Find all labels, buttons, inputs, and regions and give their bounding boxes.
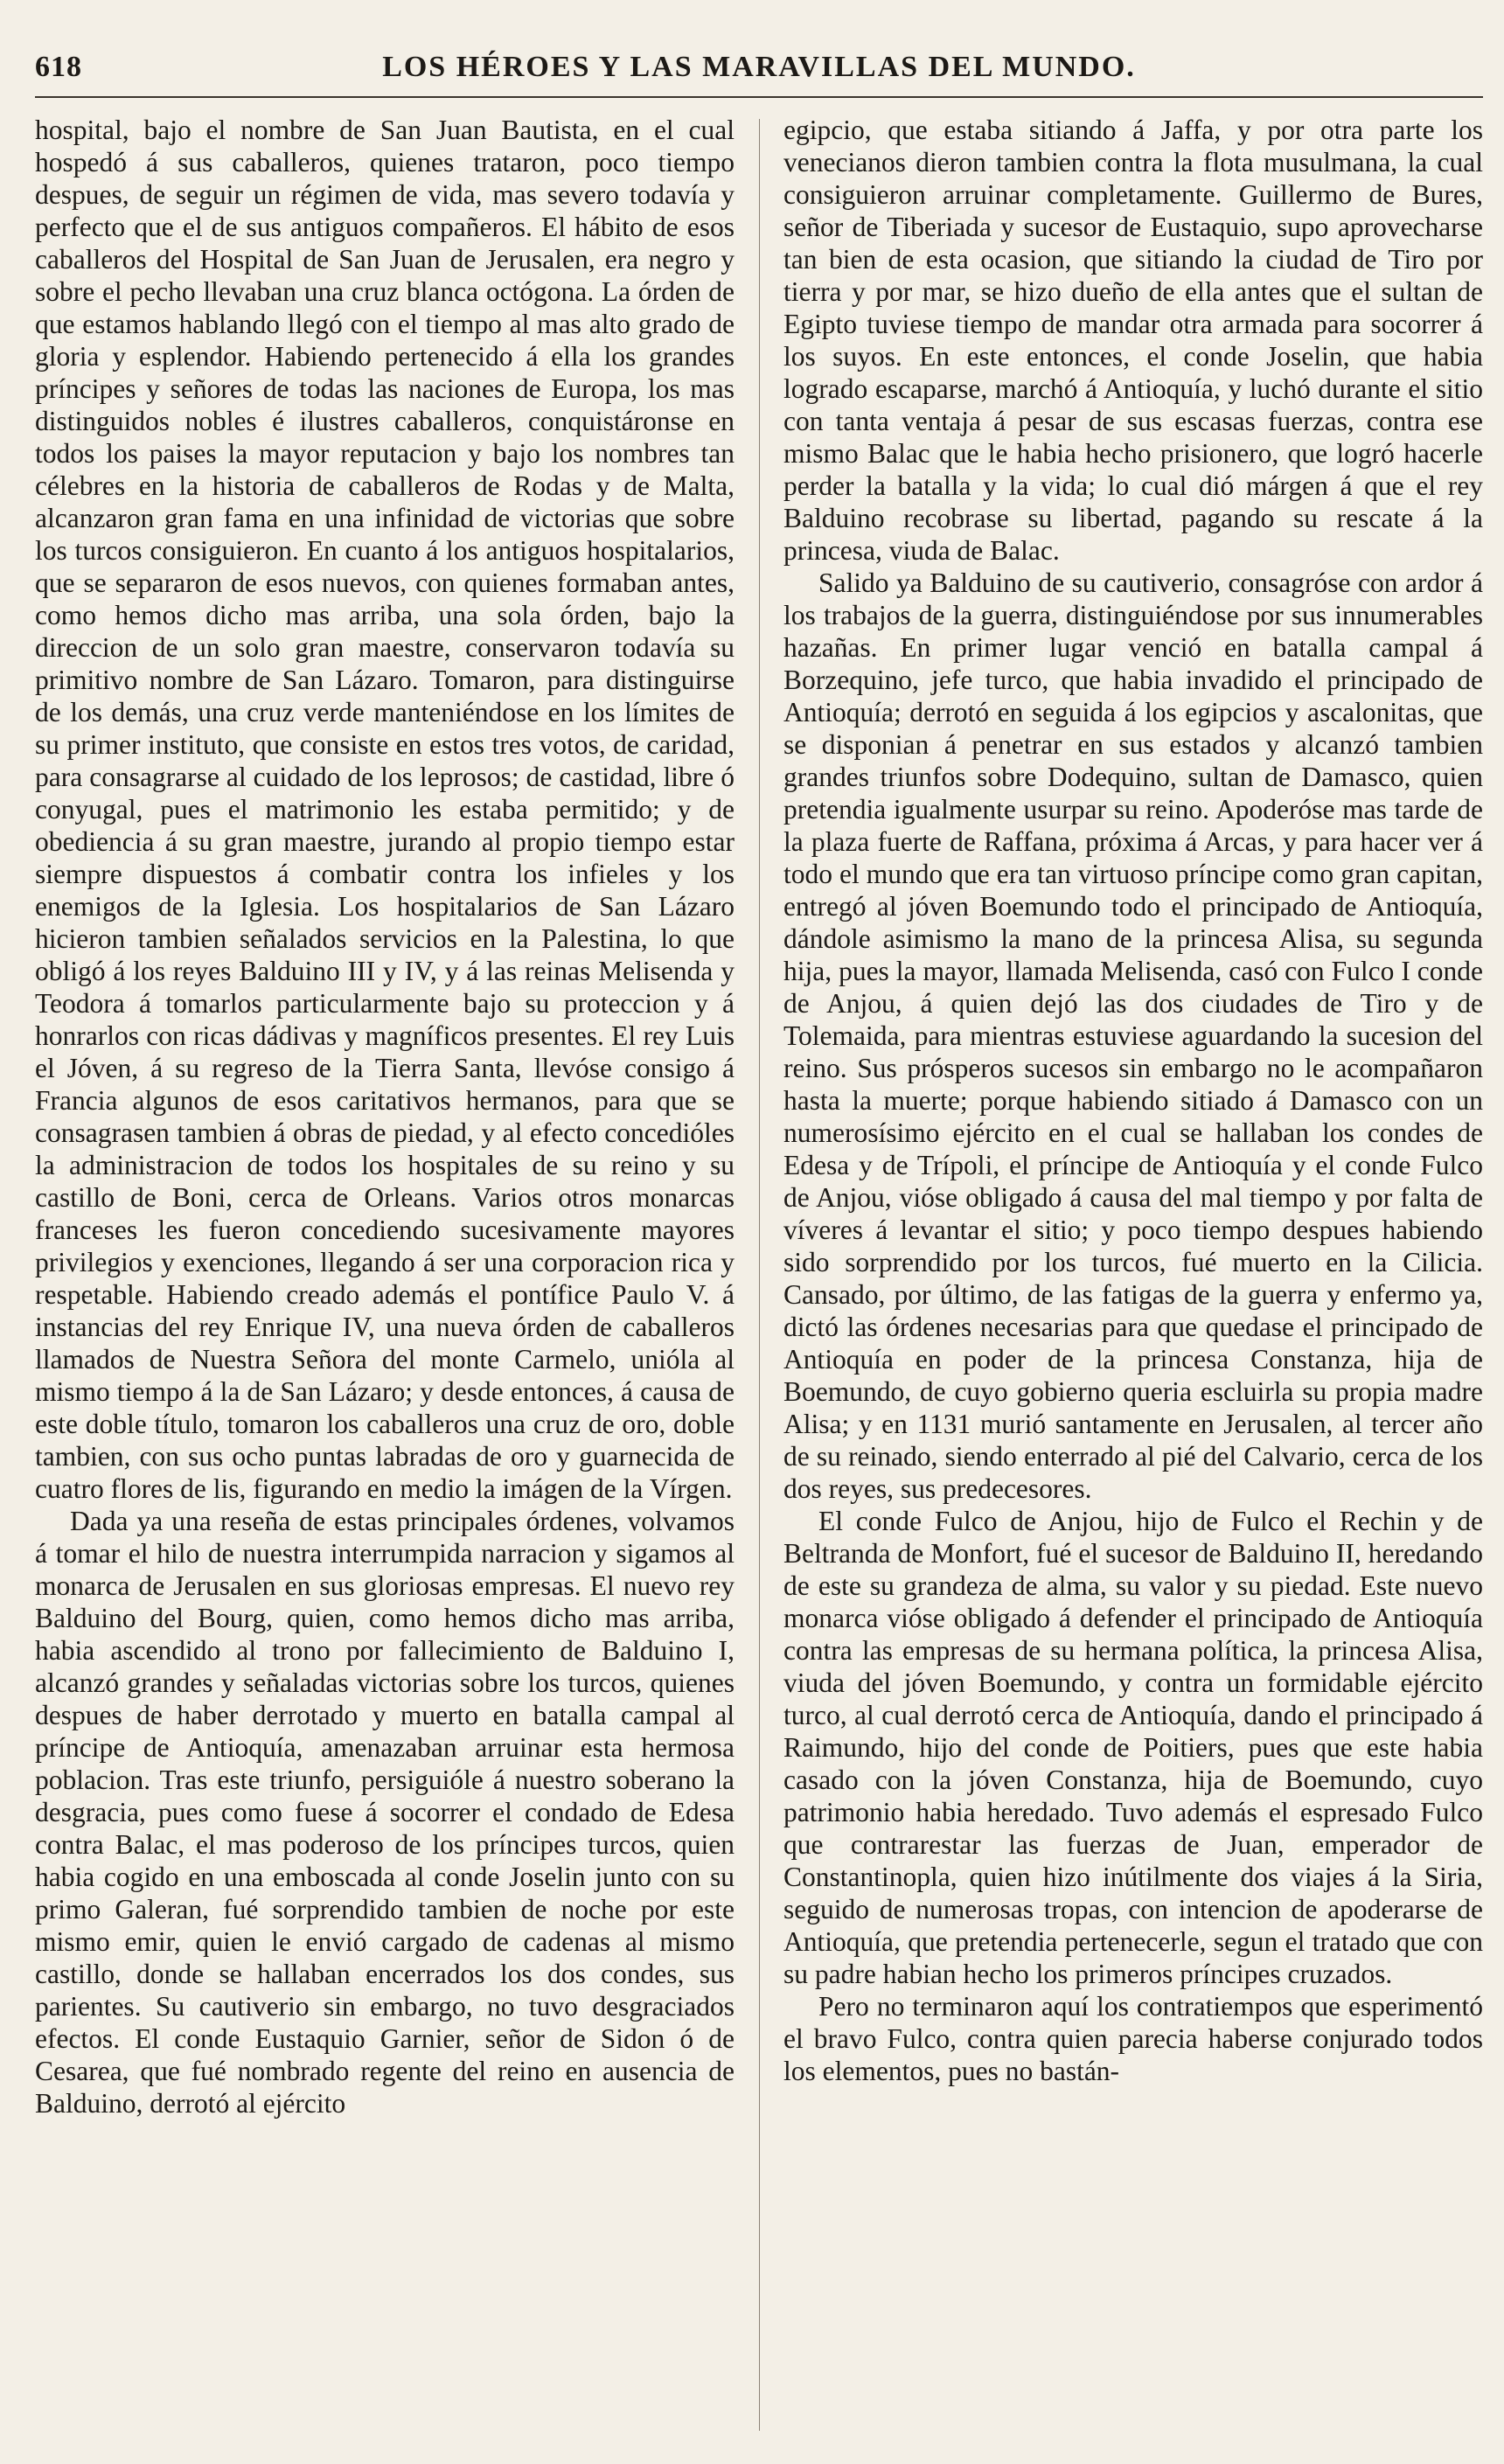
column-divider	[759, 119, 760, 2431]
paragraph: Dada ya una reseña de estas principales órdenes, volvamos á tomar el hilo de nuestra interrumpida narracion y sigamos al monarca de Jerusalen en sus gloriosas empresas. El nuevo rey Balduino del Bourg, quien, como hemos dicho mas arriba, habia ascendido al trono por fallecimiento de Balduino I, alcanzó grandes y señaladas victorias sobre los turcos, quienes despues de haber derrotado y muerto en batalla campal al príncipe de Antioquía, amenazaban arruinar esta hermosa poblacion. Tras este triunfo, persiguióle á nuestro soberano la desgracia, pues como fuese á socorrer el condado de Edesa contra Balac, el mas poderoso de los príncipes turcos, quien habia cogido en una emboscada al conde Joselin junto con su primo Galeran, fué sorprendido tambien de noche por este mismo emir, quien le envió cargado de cadenas al mismo castillo, donde se hallaban encerrados los dos condes, sus parientes. Su cautiverio sin embargo, no tuvo desgraciados efectos. El conde Eustaquio Garnier, señor de Sidon ó de Cesarea, que fué nombrado regente del reino en ausencia de Balduino, derrotó al ejército	[35, 1506, 735, 2119]
left-column	[35, 114, 735, 2431]
paragraph: egipcio, que estaba sitiando á Jaffa, y por otra parte los venecianos dieron tambien contra la flota musulmana, la cual consiguieron arruinar completamente. Guillermo de Bures, señor de Tiberiada y sucesor de Eustaquio, supo aprovecharse tan bien de esta ocasion, que sitiando la ciudad de Tiro por tierra y por mar, se hizo dueño de ella antes que el sultan de Egipto tuviese tiempo de mandar otra armada para socorrer á los suyos. En este entonces, el conde Joselin, que habia logrado escaparse, marchó á Antioquía, y luchó durante el sitio con tanta ventaja á pesar de sus escasas fuerzas, contra ese mismo Balac que le habia hecho prisionero, que logró hacerle perder la batalla y la vida; lo cual dió márgen á que el rey Balduino recobrase su libertad, pagando su rescate á la princesa, viuda de Balac.	[783, 115, 1483, 566]
right-column	[783, 114, 1483, 2431]
text-columns	[35, 114, 1483, 2431]
paragraph: El conde Fulco de Anjou, hijo de Fulco el Rechin y de Beltranda de Monfort, fué el sucesor de Balduino II, heredando de este su grandeza de alma, su valor y su piedad. Este nuevo monarca vióse obligado á defender el principado de Antioquía contra las empresas de su hermana política, la princesa Alisa, viuda del jóven Boemundo, y contra un formidable ejército turco, al cual derrotó cerca de Antioquía, dando el principado á Raimundo, hijo del conde de Poitiers, pues que este habia casado con la jóven Constanza, hija de Boemundo, cuyo patrimonio habia heredado. Tuvo además el espresado Fulco que contrarestar las fuerzas de Juan, emperador de Constantinopla, quien hizo inútilmente dos viajes á la Siria, seguido de numerosas tropas, con intencion de apoderarse de Antioquía, que pretendia pertenecerle, segun el tratado que con su padre habian hecho los primeros príncipes cruzados.	[783, 1506, 1483, 1989]
paragraph: Pero no terminaron aquí los contratiempos que esperimentó el bravo Fulco, contra quien parecia haberse conjurado todos los elementos, pues no bastán-	[783, 1991, 1483, 2086]
page-header	[35, 42, 1483, 98]
paragraph: Salido ya Balduino de su cautiverio, consagróse con ardor á los trabajos de la guerra, distinguiéndose por sus innumerables hazañas. En primer lugar venció en batalla campal á Borzequino, jefe turco, que habia invadido el principado de Antioquía; derrotó en seguida á los egipcios y ascalonitas, que se disponian á penetrar en sus estados y alcanzó tambien grandes triunfos sobre Dodequino, sultan de Damasco, quien pretendia igualmente usurpar su reino. Apoderóse mas tarde de la plaza fuerte de Raffana, próxima á Arcas, y para hacer ver á todo el mundo que era tan virtuoso príncipe como gran capitan, entregó al jóven Boemundo todo el principado de Antioquía, dándole asimismo la mano de la princesa Alisa, su segunda hija, pues la mayor, llamada Melisenda, casó con Fulco I conde de Anjou, á quien dejó las dos ciudades de Tiro y de Tolemaida, para mientras estuviese aguardando la sucesion del reino. Sus prósperos sucesos sin embargo no le acompañaron hasta la muerte; porque habiendo sitiado á Damasco con un numerosísimo ejército en el cual se hallaban los condes de Edesa y de Trípoli, el príncipe de Antioquía y el conde Fulco de Anjou, vióse obligado á causa del mal tiempo y por falta de víveres á levantar el sitio; y poco tiempo despues habiendo sido sorprendido por los turcos, fué muerto en la Cilicia. Cansado, por último, de las fatigas de la guerra y enfermo ya, dictó las órdenes necesarias para que quedase el principado de Antioquía en poder de la princesa Constanza, hija de Boemundo, de cuyo gobierno queria escluirla su propia madre Alisa; y en 1131 murió santamente en Jerusalen, al tercer año de su reinado, siendo enterrado al pié del Calvario, cerca de los dos reyes, sus predecesores.	[783, 567, 1483, 1504]
page-number: 618	[35, 51, 82, 83]
running-title: LOS HÉROES Y LAS MARAVILLAS DEL MUNDO.	[382, 51, 1136, 83]
paragraph: hospital, bajo el nombre de San Juan Bautista, en el cual hospedó á sus caballeros, quienes trataron, poco tiempo despues, de seguir un régimen de vida, mas severo todavía y perfecto que el de sus antiguos compañeros. El hábito de esos caballeros del Hospital de San Juan de Jerusalen, era negro y sobre el pecho llevaban una cruz blanca octógona. La órden de que estamos hablando llegó con el tiempo al mas alto grado de gloria y esplendor. Habiendo pertenecido á ella los grandes príncipes y señores de todas las naciones de Europa, los mas distinguidos nobles é ilustres caballeros, conquistáronse en todos los paises la mayor reputacion y bajo los nombres tan célebres en la historia de caballeros de Rodas y de Malta, alcanzaron gran fama en una infinidad de victorias que sobre los turcos consiguieron. En cuanto á los antiguos hospitalarios, que se separaron de esos nuevos, con quienes formaban antes, como hemos dicho mas arriba, una sola órden, bajo la direccion de un solo gran maestre, conservaron todavía su primitivo nombre de San Lázaro. Tomaron, para distinguirse de los demás, una cruz verde manteniéndose en los límites de su primer instituto, que consiste en estos tres votos, de caridad, para consagrarse al cuidado de los leprosos; de castidad, libre ó conyugal, pues el matrimonio les estaba permitido; y de obediencia á su gran maestre, jurando al propio tiempo estar siempre dispuestos á combatir contra los infieles y los enemigos de la Iglesia. Los hospitalarios de San Lázaro hicieron tambien señalados servicios en la Palestina, lo que obligó á los reyes Balduino III y IV, y á las reinas Melisenda y Teodora á tomarlos particularmente bajo su proteccion y á honrarlos con ricas dádivas y magníficos presentes. El rey Luis el Jóven, á su regreso de la Tierra Santa, llevóse consigo á Francia algunos de esos caritativos hermanos, para que se consagrasen tambien á obras de piedad, y al efecto concedióles la administracion de todos los hospitales de su reino y su castillo de Boni, cerca de Orleans. Varios otros monarcas franceses les fueron concediendo sucesivamente mayores privilegios y exenciones, llegando á ser una corporacion rica y respetable. Habiendo creado además el pontífice Paulo V. á instancias del rey Enrique IV, una nueva órden de caballeros llamados de Nuestra Señora del monte Carmelo, unióla al mismo tiempo á la de San Lázaro; y desde entonces, á causa de este doble título, tomaron los caballeros una cruz de oro, doble tambien, con sus ocho puntas labradas de oro y guarnecida de cuatro flores de lis, figurando en medio la imágen de la Vírgen.	[35, 115, 735, 1504]
book-page	[35, 42, 1483, 2438]
